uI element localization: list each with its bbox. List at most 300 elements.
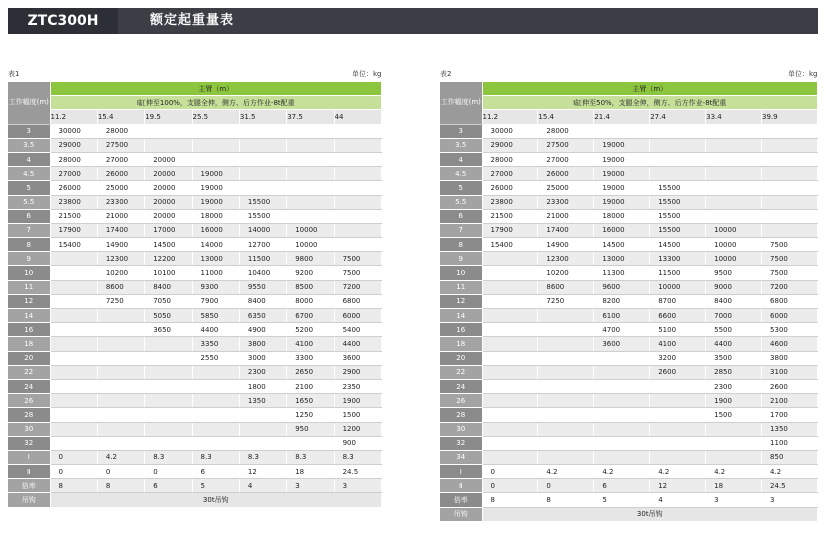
load-value: 8600	[97, 280, 144, 294]
load-value: 4700	[594, 323, 650, 337]
load-value: 4.2	[594, 465, 650, 479]
table-row	[8, 479, 382, 493]
load-value: 3200	[650, 351, 706, 365]
radius-label: 20	[440, 351, 482, 365]
load-value	[239, 422, 286, 436]
load-value	[762, 195, 818, 209]
table-row	[440, 365, 818, 379]
load-value: 6100	[594, 309, 650, 323]
radius-label: 11	[440, 280, 482, 294]
table-row	[8, 181, 382, 195]
load-value: 8	[50, 479, 97, 493]
load-value: 27000	[538, 152, 594, 166]
radius-label: 倍率	[440, 493, 482, 507]
load-value	[538, 394, 594, 408]
load-value: 19000	[192, 181, 239, 195]
load-value: 27000	[50, 167, 97, 181]
load-value: 1700	[762, 408, 818, 422]
load-value	[97, 365, 144, 379]
load-value: 7500	[334, 266, 381, 280]
radius-label: 6	[440, 209, 482, 223]
radius-label: 26	[440, 394, 482, 408]
load-value: 10000	[706, 238, 762, 252]
load-value: 11300	[594, 266, 650, 280]
load-value: 13000	[594, 252, 650, 266]
load-value	[762, 152, 818, 166]
table-row	[440, 323, 818, 337]
load-value	[762, 223, 818, 237]
load-value	[538, 408, 594, 422]
load-value	[192, 422, 239, 436]
load-value	[50, 408, 97, 422]
load-value	[762, 138, 818, 152]
load-value: 4.2	[762, 465, 818, 479]
load-value: 24.5	[762, 479, 818, 493]
load-value: 3500	[706, 351, 762, 365]
load-value	[762, 167, 818, 181]
radius-label: 9	[8, 252, 50, 266]
table-row	[440, 152, 818, 166]
load-value: 12	[650, 479, 706, 493]
radius-label: 11	[8, 280, 50, 294]
load-value: 4400	[706, 337, 762, 351]
radius-label: 5.5	[440, 195, 482, 209]
load-value	[538, 351, 594, 365]
radius-label: Ⅰ	[8, 450, 50, 464]
load-value: 9000	[706, 280, 762, 294]
load-value: 8	[482, 493, 538, 507]
load-value: 14900	[538, 238, 594, 252]
load-value: 17400	[97, 223, 144, 237]
boom-header: 主臂（m）	[50, 82, 382, 96]
load-value: 3000	[239, 351, 286, 365]
load-value	[706, 195, 762, 209]
radius-label: 18	[8, 337, 50, 351]
radius-label: 30	[8, 422, 50, 436]
load-value: 30000	[482, 124, 538, 138]
radius-label: 3	[440, 124, 482, 138]
load-value: 0	[97, 465, 144, 479]
load-value: 10000	[706, 252, 762, 266]
load-value: 6700	[287, 309, 334, 323]
load-value: 29000	[50, 138, 97, 152]
load-value: 5100	[650, 323, 706, 337]
boom-length: 27.4	[650, 110, 706, 124]
load-value	[594, 422, 650, 436]
load-value: 4100	[287, 337, 334, 351]
load-value: 27500	[538, 138, 594, 152]
load-value: 7050	[145, 294, 192, 308]
load-value: 6	[145, 479, 192, 493]
load-value: 0	[482, 479, 538, 493]
load-value: 8600	[538, 280, 594, 294]
load-value: 2650	[287, 365, 334, 379]
load-value: 4100	[650, 337, 706, 351]
load-value: 19000	[594, 138, 650, 152]
table1-caption: 表1	[8, 70, 20, 78]
load-value: 2550	[192, 351, 239, 365]
boom-length: 11.2	[482, 110, 538, 124]
load-value	[706, 209, 762, 223]
load-value: 8500	[287, 280, 334, 294]
radius-label: 8	[440, 238, 482, 252]
load-value: 28000	[482, 152, 538, 166]
load-value: 17400	[538, 223, 594, 237]
radius-label: 5.5	[8, 195, 50, 209]
hook-value: 30t吊钩	[50, 493, 382, 507]
table-row	[440, 408, 818, 422]
load-value	[482, 337, 538, 351]
boom-length: 19.5	[145, 110, 192, 124]
load-value	[594, 351, 650, 365]
load-value	[482, 422, 538, 436]
load-value: 20000	[145, 167, 192, 181]
load-value	[97, 309, 144, 323]
load-value: 3650	[145, 323, 192, 337]
load-value	[50, 365, 97, 379]
load-value: 6	[594, 479, 650, 493]
load-value: 7500	[762, 252, 818, 266]
load-value: 2300	[706, 379, 762, 393]
load-value: 9300	[192, 280, 239, 294]
load-value: 18	[287, 465, 334, 479]
hook-value: 30t吊钩	[482, 507, 818, 521]
load-value: 19000	[594, 181, 650, 195]
table-row	[440, 124, 818, 138]
load-value	[334, 209, 381, 223]
load-value	[287, 209, 334, 223]
load-value: 7900	[192, 294, 239, 308]
boom-length: 11.2	[50, 110, 97, 124]
radius-label: 20	[8, 351, 50, 365]
table-row	[8, 252, 382, 266]
load-value: 8.3	[334, 450, 381, 464]
radius-label: 4	[440, 152, 482, 166]
radius-label: 18	[440, 337, 482, 351]
load-value	[538, 337, 594, 351]
load-value: 950	[287, 422, 334, 436]
load-value	[239, 138, 286, 152]
radius-label: 8	[8, 238, 50, 252]
load-value: 2850	[706, 365, 762, 379]
load-value: 13300	[650, 252, 706, 266]
load-value: 6350	[239, 309, 286, 323]
radius-label: 14	[440, 309, 482, 323]
load-value: 2100	[762, 394, 818, 408]
load-value	[482, 394, 538, 408]
load-value: 12300	[538, 252, 594, 266]
load-value: 28000	[538, 124, 594, 138]
load-value: 5	[192, 479, 239, 493]
radius-header: 工作幅度(m)	[8, 82, 50, 124]
load-value: 6800	[334, 294, 381, 308]
load-value: 23800	[50, 195, 97, 209]
load-value	[50, 323, 97, 337]
load-value	[706, 138, 762, 152]
table-row	[8, 195, 382, 209]
table-row	[8, 209, 382, 223]
radius-label: Ⅰ	[440, 465, 482, 479]
load-chart-table-1	[8, 82, 382, 508]
load-value	[192, 365, 239, 379]
load-value: 3	[287, 479, 334, 493]
load-value: 29000	[482, 138, 538, 152]
load-value: 14900	[97, 238, 144, 252]
load-value: 10200	[538, 266, 594, 280]
load-value: 3600	[334, 351, 381, 365]
radius-label: 7	[440, 223, 482, 237]
radius-label: 3.5	[440, 138, 482, 152]
load-value	[650, 138, 706, 152]
load-value	[538, 323, 594, 337]
load-value	[145, 365, 192, 379]
load-value	[706, 450, 762, 464]
load-value	[650, 394, 706, 408]
load-value: 11000	[192, 266, 239, 280]
table-row	[440, 379, 818, 393]
boom-length: 33.4	[706, 110, 762, 124]
table-row	[440, 493, 818, 507]
load-value: 15500	[650, 195, 706, 209]
load-value: 2300	[239, 365, 286, 379]
load-value	[50, 266, 97, 280]
table-row	[440, 167, 818, 181]
load-value	[145, 436, 192, 450]
load-value: 1350	[239, 394, 286, 408]
load-value: 4400	[192, 323, 239, 337]
load-value: 4600	[762, 337, 818, 351]
load-value	[50, 436, 97, 450]
load-value: 17000	[145, 223, 192, 237]
load-value	[287, 167, 334, 181]
load-value	[482, 323, 538, 337]
load-value: 6800	[762, 294, 818, 308]
load-value	[97, 379, 144, 393]
load-value: 3	[706, 493, 762, 507]
load-value: 12200	[145, 252, 192, 266]
load-value: 3	[762, 493, 818, 507]
load-value: 8000	[287, 294, 334, 308]
radius-label: 32	[440, 436, 482, 450]
load-value	[192, 138, 239, 152]
load-value: 1250	[287, 408, 334, 422]
load-value	[706, 436, 762, 450]
load-value: 2900	[334, 365, 381, 379]
load-value	[145, 379, 192, 393]
load-value: 7500	[762, 266, 818, 280]
load-value: 1200	[334, 422, 381, 436]
load-value: 1900	[706, 394, 762, 408]
load-value	[192, 394, 239, 408]
radius-label: 28	[8, 408, 50, 422]
table-row	[440, 465, 818, 479]
load-value: 0	[50, 465, 97, 479]
radius-label: 32	[8, 436, 50, 450]
hook-label: 吊钩	[8, 493, 50, 507]
load-value: 900	[334, 436, 381, 450]
load-value	[287, 138, 334, 152]
load-value: 3800	[762, 351, 818, 365]
table-row	[440, 436, 818, 450]
load-value: 17900	[50, 223, 97, 237]
load-value	[192, 408, 239, 422]
radius-label: 5	[440, 181, 482, 195]
load-value: 8	[97, 479, 144, 493]
load-value	[287, 181, 334, 195]
load-value: 1500	[706, 408, 762, 422]
condition-header: Ⅰ缸伸至50%，支腿全伸，侧方、后方作业-8t配重	[482, 96, 818, 110]
load-value	[287, 152, 334, 166]
radius-label: 6	[8, 209, 50, 223]
radius-label: 16	[440, 323, 482, 337]
load-value: 14000	[239, 223, 286, 237]
load-value: 5500	[706, 323, 762, 337]
load-value	[762, 124, 818, 138]
table-row	[8, 408, 382, 422]
load-value: 8200	[594, 294, 650, 308]
load-value: 23800	[482, 195, 538, 209]
load-value: 850	[762, 450, 818, 464]
boom-length: 44	[334, 110, 381, 124]
load-value: 28000	[97, 124, 144, 138]
load-value: 26000	[482, 181, 538, 195]
table-row	[440, 195, 818, 209]
load-value: 30000	[50, 124, 97, 138]
load-value	[650, 379, 706, 393]
table-row	[8, 138, 382, 152]
load-value: 16000	[192, 223, 239, 237]
load-value: 4.2	[538, 465, 594, 479]
load-value: 5050	[145, 309, 192, 323]
load-value	[334, 181, 381, 195]
load-value	[482, 266, 538, 280]
table-row	[440, 252, 818, 266]
load-value	[239, 124, 286, 138]
load-value	[50, 309, 97, 323]
load-value: 4.2	[706, 465, 762, 479]
table-row	[440, 309, 818, 323]
radius-label: 34	[440, 450, 482, 464]
load-value: 21500	[50, 209, 97, 223]
boom-length: 21.4	[594, 110, 650, 124]
load-value	[50, 280, 97, 294]
load-value	[538, 422, 594, 436]
load-value: 18000	[192, 209, 239, 223]
table-row	[440, 238, 818, 252]
load-value	[594, 124, 650, 138]
table-row	[440, 337, 818, 351]
load-value: 10000	[706, 223, 762, 237]
load-value: 15500	[650, 223, 706, 237]
load-value: 13000	[192, 252, 239, 266]
load-value	[594, 365, 650, 379]
load-value	[192, 436, 239, 450]
load-value: 11500	[650, 266, 706, 280]
radius-label: Ⅱ	[440, 479, 482, 493]
load-value: 19000	[594, 152, 650, 166]
load-value: 17900	[482, 223, 538, 237]
load-value: 19000	[594, 167, 650, 181]
table-row	[8, 238, 382, 252]
radius-label: 12	[8, 294, 50, 308]
load-value: 12700	[239, 238, 286, 252]
table-row	[8, 422, 382, 436]
load-value: 0	[482, 465, 538, 479]
boom-length: 37.5	[287, 110, 334, 124]
load-value	[706, 167, 762, 181]
load-value: 23300	[97, 195, 144, 209]
load-value: 26000	[97, 167, 144, 181]
radius-label: 24	[8, 379, 50, 393]
radius-label: 3	[8, 124, 50, 138]
table-row	[8, 450, 382, 464]
load-value	[192, 152, 239, 166]
load-value: 12300	[97, 252, 144, 266]
load-value	[287, 195, 334, 209]
load-value: 27000	[97, 152, 144, 166]
table-row	[440, 181, 818, 195]
load-value: 18000	[594, 209, 650, 223]
load-value	[50, 294, 97, 308]
load-value	[50, 394, 97, 408]
load-value: 0	[145, 465, 192, 479]
table-row	[8, 351, 382, 365]
table-row	[440, 351, 818, 365]
load-value: 19000	[192, 195, 239, 209]
radius-label: 16	[8, 323, 50, 337]
load-value: 10000	[650, 280, 706, 294]
load-value: 7500	[762, 238, 818, 252]
load-value	[650, 152, 706, 166]
load-value: 18	[706, 479, 762, 493]
load-value	[97, 351, 144, 365]
load-value	[482, 280, 538, 294]
load-value: 7250	[538, 294, 594, 308]
table-row	[8, 167, 382, 181]
load-value: 2350	[334, 379, 381, 393]
load-value: 14500	[594, 238, 650, 252]
load-value: 4	[650, 493, 706, 507]
radius-header: 工作幅度(m)	[440, 82, 482, 124]
radius-label: 14	[8, 309, 50, 323]
radius-label: Ⅱ	[8, 465, 50, 479]
table1-unit: 单位：kg	[352, 70, 382, 78]
load-value: 19000	[192, 167, 239, 181]
load-value: 6000	[334, 309, 381, 323]
load-value: 14500	[650, 238, 706, 252]
load-value: 5400	[334, 323, 381, 337]
radius-label: 28	[440, 408, 482, 422]
load-value: 0	[538, 479, 594, 493]
load-value	[650, 422, 706, 436]
load-value	[762, 209, 818, 223]
load-value: 6000	[762, 309, 818, 323]
load-value	[239, 167, 286, 181]
radius-label: 7	[8, 223, 50, 237]
load-value: 8	[538, 493, 594, 507]
radius-label: 10	[8, 266, 50, 280]
hook-label: 吊钩	[440, 507, 482, 521]
load-value	[538, 450, 594, 464]
load-value	[334, 223, 381, 237]
radius-label: 4.5	[440, 167, 482, 181]
load-value	[145, 408, 192, 422]
load-value	[482, 351, 538, 365]
load-value	[334, 167, 381, 181]
boom-length: 15.4	[97, 110, 144, 124]
load-value	[97, 408, 144, 422]
load-value: 4	[239, 479, 286, 493]
